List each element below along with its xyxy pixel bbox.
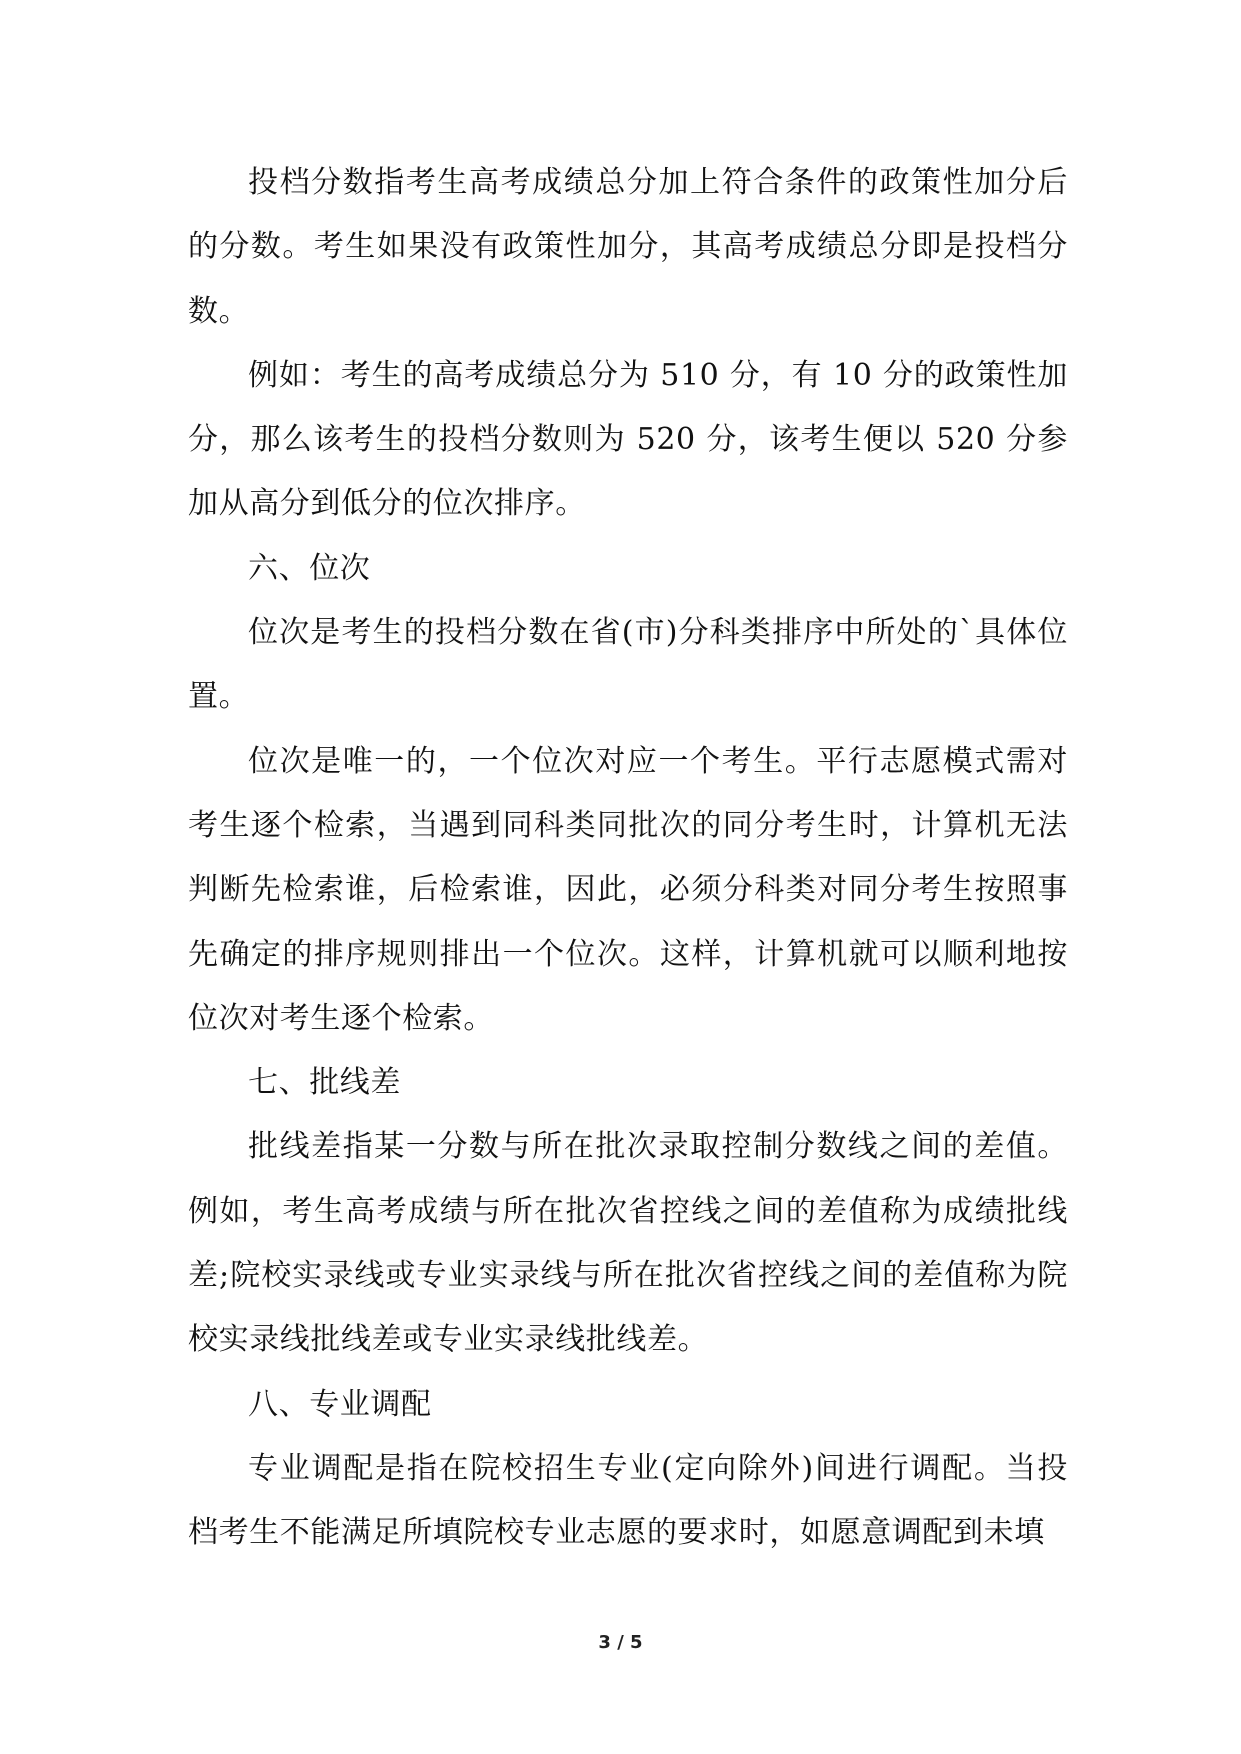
paragraph-pi-xian-cha: 批线差指某一分数与所在批次录取控制分数线之间的差值。例如，考生高考成绩与所在批次省控线之间的差值称为成绩批线差;院校实录线或专业实录线与所在批次省控线之间的差值称为院校实录线批线差或专业实录线批线差。 xyxy=(188,1129,1068,1358)
page-number: 3 / 5 xyxy=(598,1632,643,1653)
page-body xyxy=(188,151,1068,1566)
section-heading-wei-ci: 六、位次 xyxy=(248,550,371,586)
section-heading-pi-xian-cha: 七、批线差 xyxy=(248,1065,401,1101)
paragraph-wei-ci-unique: 位次是唯一的，一个位次对应一个考生。平行志愿模式需对考生逐个检索，当遇到同科类同批次的同分考生时，计算机无法判断先检索谁，后检索谁，因此，必须分科类对同分考生按照事先确定的排序规则排出一个位次。这样，计算机就可以顺利地按位次对考生逐个检索。 xyxy=(188,743,1068,1036)
paragraph-tou-dang-fen-shu: 投档分数指考生高考成绩总分加上符合条件的政策性加分后的分数。考生如果没有政策性加分，其高考成绩总分即是投档分数。 xyxy=(188,165,1068,329)
paragraph-example: 例如：考生的高考成绩总分为 510 分，有 10 分的政策性加分，那么该考生的投档分数则为 520 分，该考生便以 520 分参加从高分到低分的位次排序。 xyxy=(188,357,1068,522)
paragraph-zhuan-ye-tiao-pei: 专业调配是指在院校招生专业(定向除外)间进行调配。当投档考生不能满足所填院校专业志愿的要求时，如愿意调配到未填 xyxy=(188,1450,1068,1551)
paragraph-wei-ci-definition: 位次是考生的投档分数在省(市)分科类排序中所处的`具体位置。 xyxy=(188,615,1068,715)
section-heading-zhuan-ye-tiao-pei: 八、专业调配 xyxy=(248,1386,432,1422)
